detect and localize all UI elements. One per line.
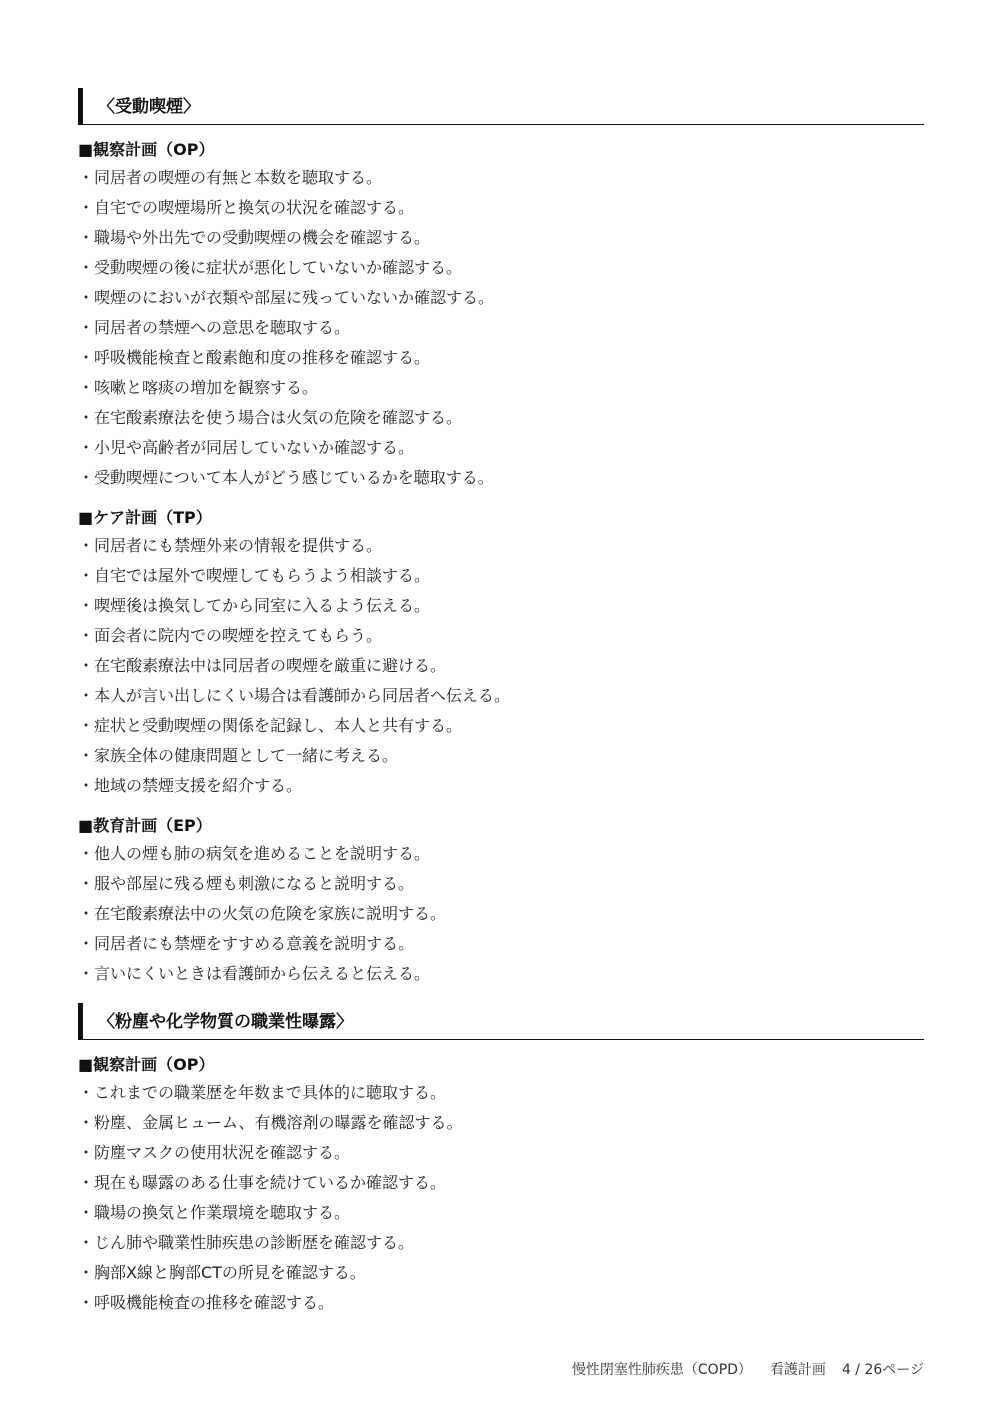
subsection-heading: ■観察計画（OP） (78, 140, 215, 159)
list-item: ・ 症状と受動喫煙の関係を記録し、本人と共有する。 (78, 711, 924, 741)
list-item: ・ 自宅では屋外で喫煙してもらうよう相談する。 (78, 561, 924, 591)
list-item: ・ 同居者の禁煙への意思を聴取する。 (78, 313, 924, 343)
page-content (78, 88, 924, 1318)
list-item: ・ 地域の禁煙支援を紹介する。 (78, 771, 924, 801)
list-item: ・ 在宅酸素療法中は同居者の喫煙を厳重に避ける。 (78, 651, 924, 681)
list-item: ・ 言いにくいときは看護師から伝えると伝える。 (78, 959, 924, 989)
list-item: ・ 粉塵、金属ヒューム、有機溶剤の曝露を確認する。 (78, 1108, 924, 1138)
list-item: ・ 職場の換気と作業環境を聴取する。 (78, 1198, 924, 1228)
list-item: ・ 在宅酸素療法中の火気の危険を家族に説明する。 (78, 899, 924, 929)
page-footer (572, 1359, 924, 1379)
section-heading: 〈受動喫煙〉 (78, 88, 924, 125)
list-item: ・ 防塵マスクの使用状況を確認する。 (78, 1138, 924, 1168)
list-item: ・ 咳嗽と喀痰の増加を観察する。 (78, 373, 924, 403)
subsection-op (78, 1052, 924, 1318)
list-item: ・ 小児や高齢者が同居していないか確認する。 (78, 433, 924, 463)
list-item: ・ 他人の煙も肺の病気を進めることを説明する。 (78, 839, 924, 869)
plan-label: 看護計画 (769, 1362, 826, 1378)
list-item: ・ 家族全体の健康問題として一緒に考える。 (78, 741, 924, 771)
list-item: ・ 喫煙のにおいが衣類や部屋に残っていないか確認する。 (78, 283, 924, 313)
subsection-ep (78, 813, 924, 989)
item-list (78, 839, 924, 989)
item-list (78, 1078, 924, 1318)
item-list (78, 163, 924, 493)
section-occupational-exposure (78, 1003, 924, 1318)
list-item: ・ 現在も曝露のある仕事を続けているか確認する。 (78, 1168, 924, 1198)
list-item: ・ 喫煙後は換気してから同室に入るよう伝える。 (78, 591, 924, 621)
page-indicator: 4 / 26ページ (841, 1362, 924, 1378)
list-item: ・ じん肺や職業性肺疾患の診断歴を確認する。 (78, 1228, 924, 1258)
section-passive-smoking (78, 88, 924, 989)
list-item: ・ 受動喫煙について本人がどう感じているかを聴取する。 (78, 463, 924, 493)
list-item: ・ 職場や外出先での受動喫煙の機会を確認する。 (78, 223, 924, 253)
list-item: ・ 呼吸機能検査の推移を確認する。 (78, 1288, 924, 1318)
list-item: ・ これまでの職業歴を年数まで具体的に聴取する。 (78, 1078, 924, 1108)
list-item: ・ 本人が言い出しにくい場合は看護師から同居者へ伝える。 (78, 681, 924, 711)
list-item: ・ 同居者にも禁煙をすすめる意義を説明する。 (78, 929, 924, 959)
list-item: ・ 同居者の喫煙の有無と本数を聴取する。 (78, 163, 924, 193)
list-item: ・ 同居者にも禁煙外来の情報を提供する。 (78, 531, 924, 561)
list-item: ・ 在宅酸素療法を使う場合は火気の危険を確認する。 (78, 403, 924, 433)
document-title: 慢性閉塞性肺疾患（COPD） (571, 1362, 752, 1378)
subsection-heading: ■ケア計画（TP） (78, 508, 212, 527)
list-item: ・ 呼吸機能検査と酸素飽和度の推移を確認する。 (78, 343, 924, 373)
subsection-tp (78, 505, 924, 801)
subsection-heading: ■観察計画（OP） (78, 1055, 215, 1074)
list-item: ・ 自宅での喫煙場所と換気の状況を確認する。 (78, 193, 924, 223)
list-item: ・ 受動喫煙の後に症状が悪化していないか確認する。 (78, 253, 924, 283)
item-list (78, 531, 924, 801)
list-item: ・ 面会者に院内での喫煙を控えてもらう。 (78, 621, 924, 651)
list-item: ・ 胸部X線と胸部CTの所見を確認する。 (78, 1258, 924, 1288)
list-item: ・ 服や部屋に残る煙も刺激になると説明する。 (78, 869, 924, 899)
section-heading: 〈粉塵や化学物質の職業性曝露〉 (78, 1003, 924, 1040)
subsection-op (78, 137, 924, 493)
subsection-heading: ■教育計画（EP） (78, 816, 212, 835)
